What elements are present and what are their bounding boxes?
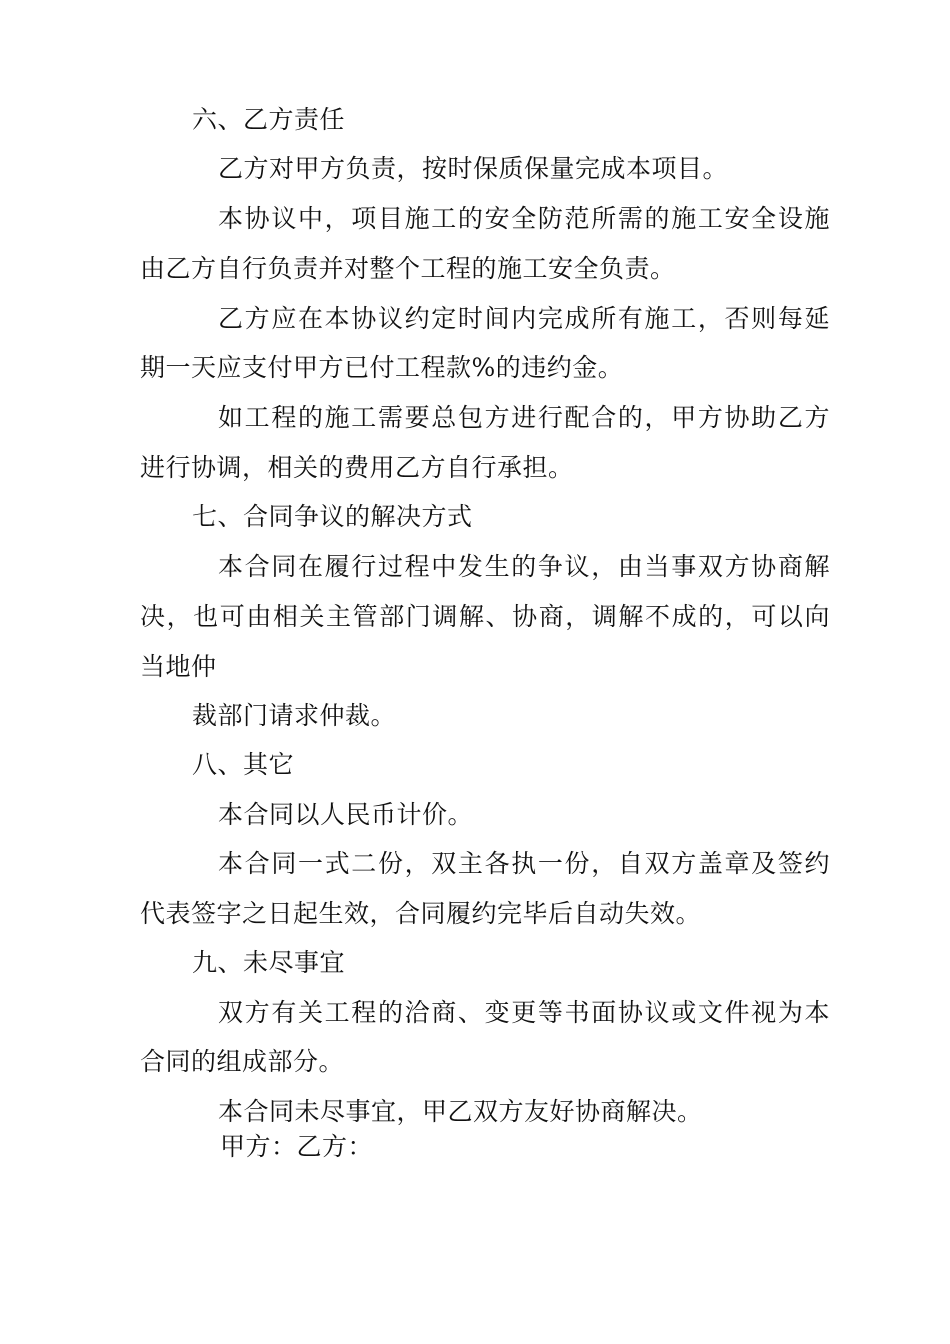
paragraph-line: 合同的组成部分。 — [140, 1047, 345, 1076]
paragraph-line: 由乙方自行负责并对整个工程的施工安全负责。 — [140, 254, 676, 283]
paragraph-line: 本协议中，项目施工的安全防范所需的施工安全设施 — [218, 204, 830, 233]
paragraph-line: 当地仲 — [140, 652, 217, 681]
paragraph-line: 乙方对甲方负责，按时保质保量完成本项目。 — [218, 154, 729, 183]
signature-line: 甲方：乙方： — [220, 1132, 374, 1161]
paragraph-line: 进行协调，相关的费用乙方自行承担。 — [140, 453, 574, 482]
paragraph-line: 代表签字之日起生效，合同履约完毕后自动失效。 — [140, 899, 702, 928]
section-heading-6: 六、乙方责任 — [192, 105, 346, 134]
paragraph-line: 本合同以人民币计价。 — [218, 800, 474, 829]
paragraph-line: 乙方应在本协议约定时间内完成所有施工，否则每延 — [218, 304, 830, 333]
paragraph-line: 双方有关工程的洽商、变更等书面协议或文件视为本 — [218, 998, 830, 1027]
paragraph-line: 决，也可由相关主管部门调解、协商，调解不成的，可以向 — [140, 602, 830, 631]
paragraph-line: 期一天应支付甲方已付工程款%的违约金。 — [140, 353, 624, 382]
section-heading-8: 八、其它 — [192, 750, 295, 779]
paragraph-line: 本合同一式二份，双主各执一份，自双方盖章及签约 — [218, 849, 830, 878]
section-heading-9: 九、未尽事宜 — [192, 948, 346, 977]
paragraph-line: 本合同在履行过程中发生的争议，由当事双方协商解 — [218, 552, 830, 581]
paragraph-line: 如工程的施工需要总包方进行配合的，甲方协助乙方 — [218, 403, 830, 432]
paragraph-line: 本合同未尽事宜，甲乙双方友好协商解决。 — [218, 1097, 703, 1126]
paragraph-line: 裁部门请求仲裁。 — [192, 701, 397, 730]
section-heading-7: 七、合同争议的解决方式 — [192, 502, 473, 531]
